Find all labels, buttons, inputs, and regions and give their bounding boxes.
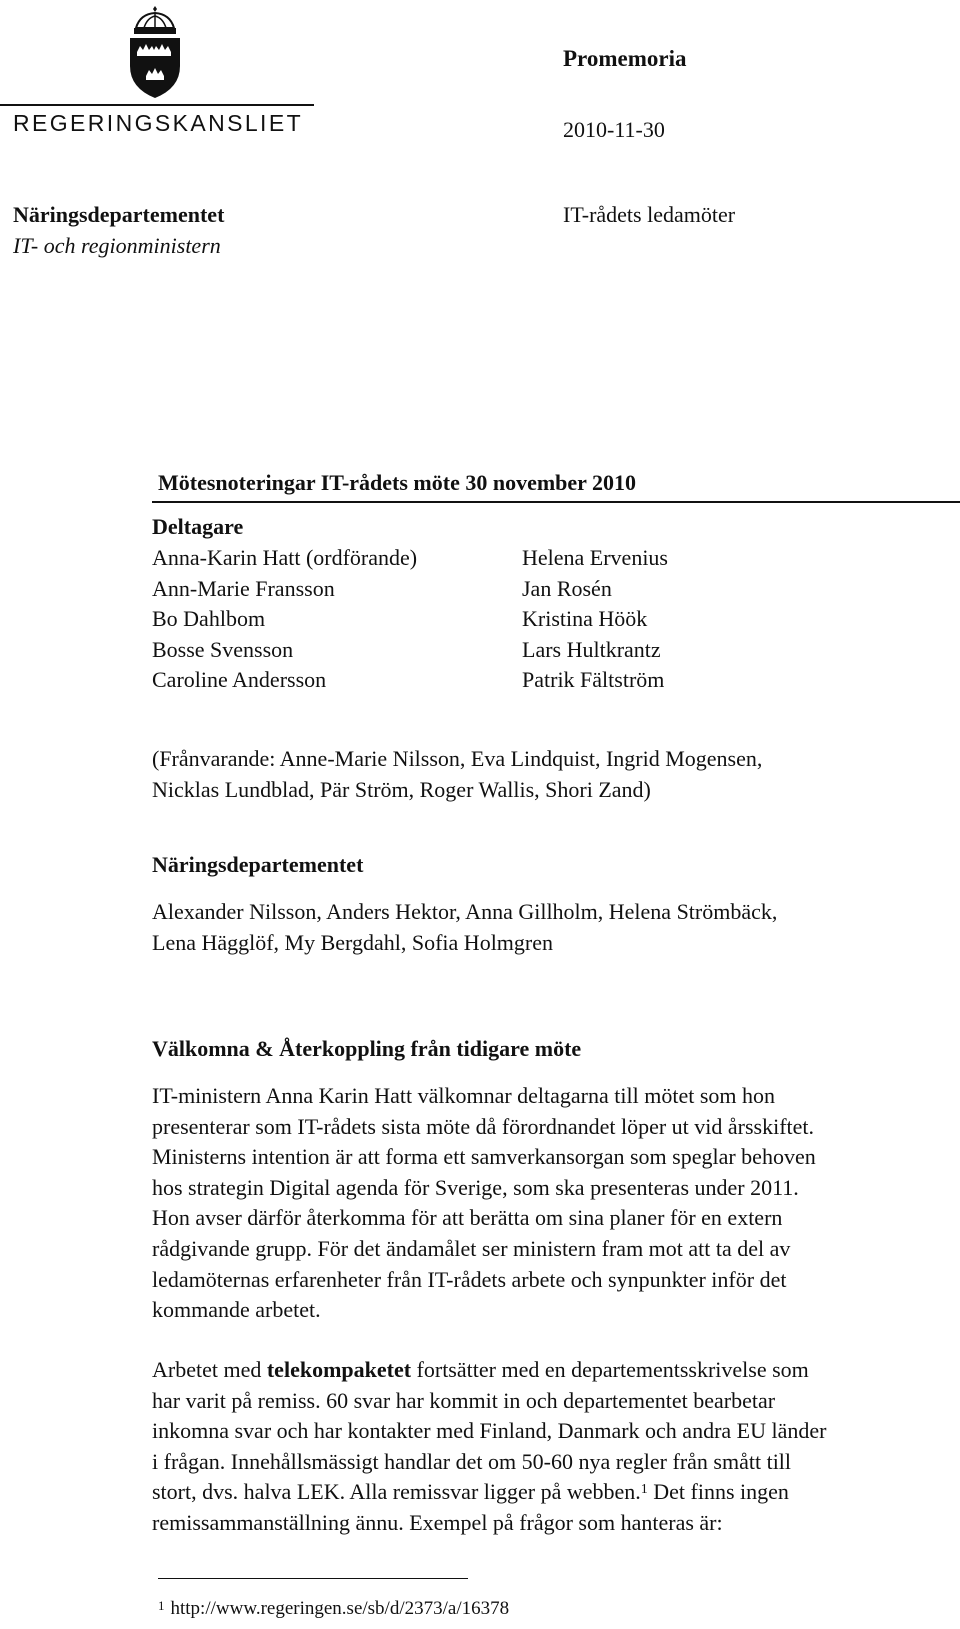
telekompaketet-term: telekompaketet [266, 1357, 412, 1382]
organization-wordmark: REGERINGSKANSLIET [13, 110, 304, 136]
participants-left-column [152, 543, 417, 696]
coat-of-arms-icon [122, 4, 188, 100]
paragraph-line: remissammanställning ännu. Exempel på frågor som hanteras är: [152, 1509, 723, 1535]
paragraph-line: inkomna svar och har kontakter med Finland, Danmark och andra EU länder [152, 1418, 827, 1444]
participant-name: Lars Hultkrantz [522, 636, 661, 662]
paragraph-line: kommande arbetet. [152, 1297, 321, 1323]
footnote-number: 1 [158, 1598, 165, 1613]
ministry-staff [152, 897, 952, 958]
recipient: IT-rådets ledamöter [563, 202, 736, 227]
footnote-link[interactable]: http://www.regeringen.se/sb/d/2373/a/16378 [170, 1598, 510, 1619]
participants-right-column [522, 543, 668, 696]
text-run: stort, dvs. halva LEK. Alla remissvar ligger på webben. [152, 1479, 641, 1505]
document-date: 2010-11-30 [563, 117, 665, 142]
document-type: Promemoria [563, 46, 687, 71]
text-run: Det finns ingen [647, 1479, 789, 1505]
title-underline [152, 501, 960, 503]
paragraph-line: har varit på remiss. 60 svar har kommit in och departementet bearbetar [152, 1387, 776, 1413]
paragraph-line: i frågan. Innehållsmässigt handlar det om 50-60 nya regler från smått till [152, 1448, 792, 1474]
paragraph-line: Hon avser därför återkomma för att berätta om sina planer för en extern [152, 1205, 783, 1231]
footnote [158, 1598, 509, 1620]
welcome-heading: Välkomna & Återkoppling från tidigare möte [152, 1036, 582, 1061]
paragraph-line: IT-ministern Anna Karin Hatt välkomnar deltagarna till mötet som hon [152, 1083, 775, 1108]
absent-line: (Frånvarande: Anne-Marie Nilsson, Eva Lindquist, Ingrid Mogensen, [152, 746, 763, 771]
paragraph-line: rådgivande grupp. För det ändamålet ser ministern fram mot att ta del av [152, 1235, 791, 1261]
participant-name: Bosse Svensson [152, 636, 294, 662]
participant-name: Helena Ervenius [522, 545, 668, 570]
participant-name: Kristina Höök [522, 606, 648, 632]
participant-name: Jan Rosén [522, 575, 612, 601]
paragraph-line: ledamöternas erfarenheter från IT-rådets arbete och synpunkter inför det [152, 1266, 787, 1292]
absent-participants [152, 744, 952, 805]
ministry-heading: Näringsdepartementet [152, 852, 364, 877]
absent-line: Nicklas Lundblad, Pär Ström, Roger Wallis, Shori Zand) [152, 776, 651, 802]
ministry-staff-line: Lena Hägglöf, My Bergdahl, Sofia Holmgren [152, 929, 554, 955]
paragraph-line [152, 1355, 952, 1386]
paragraph-line: presenterar som IT-rådets sista möte då förordnandet löper ut vid årsskiftet. [152, 1113, 815, 1139]
text-run: fortsätter med en departementsskrivelse som [411, 1357, 809, 1382]
welcome-paragraph-2 [152, 1355, 952, 1539]
logo-rule [0, 104, 314, 106]
participant-name: Anna-Karin Hatt (ordförande) [152, 545, 418, 570]
welcome-paragraph-1 [152, 1081, 952, 1326]
paragraph-line [152, 1477, 952, 1508]
paragraph-line: hos strategin Digital agenda för Sverige, som ska presenteras under 2011. [152, 1174, 799, 1200]
paragraph-line: Ministerns intention är att forma ett samverkansorgan som speglar behoven [152, 1144, 816, 1170]
minister-title: IT- och regionministern [13, 233, 221, 258]
regeringskansliet-logo [0, 0, 330, 150]
ministry-staff-line: Alexander Nilsson, Anders Hektor, Anna Gillholm, Helena Strömbäck, [152, 899, 778, 924]
participant-name: Patrik Fältström [522, 667, 665, 693]
participant-name: Bo Dahlbom [152, 606, 266, 632]
participant-name: Caroline Andersson [152, 667, 327, 693]
participant-name: Ann-Marie Fransson [152, 575, 335, 601]
participants-heading: Deltagare [152, 514, 244, 539]
page-title: Mötesnoteringar IT-rådets möte 30 november 2010 [158, 470, 637, 495]
department-name: Näringsdepartementet [13, 202, 225, 227]
footnote-separator [158, 1578, 468, 1579]
text-run: Arbetet med [152, 1357, 267, 1382]
footnote-reference[interactable]: 1 [640, 1482, 648, 1498]
